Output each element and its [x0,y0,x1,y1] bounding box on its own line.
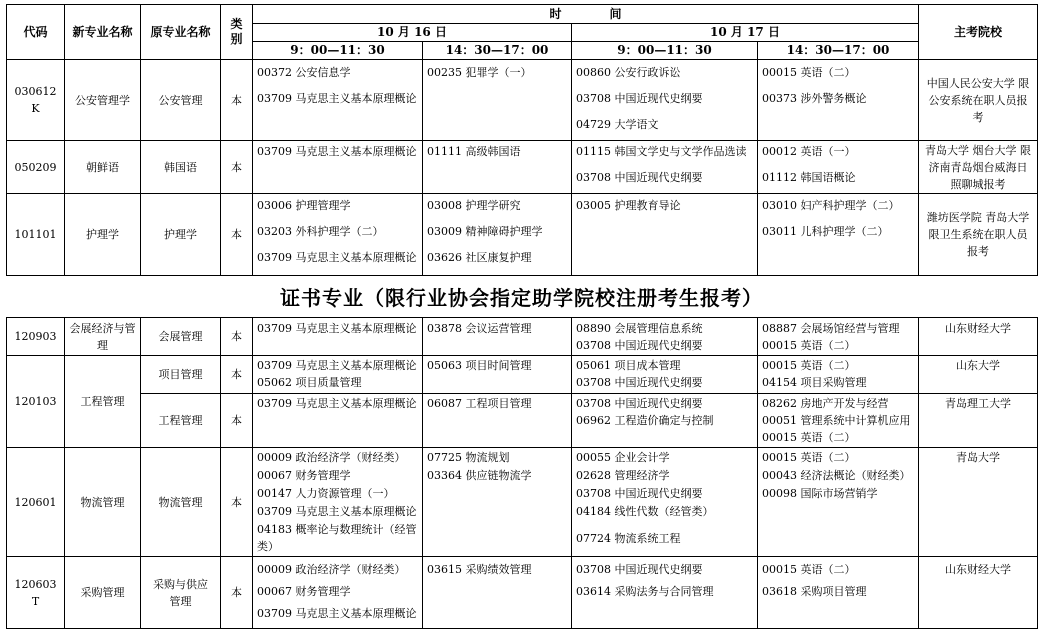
header-old-major: 原专业名称 [141,5,221,60]
course: 03006 护理管理学 [257,199,351,212]
row-new-major: 工程管理 [65,356,141,448]
course: 03709 马克思主义基本原理概论 [257,251,417,264]
row-new-major: 采购管理 [65,557,141,629]
course: 06962 工程造价确定与控制 [576,414,714,427]
row-category: 本 [221,141,253,194]
header-day1-morning: 9：00—11：30 [253,42,423,60]
row-new-major: 公安管理学 [65,60,141,141]
row-day1-am [253,356,423,394]
exam-schedule-table-certificate [6,317,1038,629]
course: 02628 管理经济学 [576,469,670,482]
course: 03709 马克思主义基本原理概论 [257,397,417,410]
course: 03709 马克思主义基本原理概论 [257,145,417,158]
course: 00009 政治经济学（财经类） [257,563,406,576]
course: 00055 企业会计学 [576,451,670,464]
course: 05063 项目时间管理 [427,359,532,372]
course: 00051 管理系统中计算机应用 [762,414,911,427]
row-school: 山东大学 [919,356,1038,394]
course: 00373 涉外警务概论 [762,92,867,105]
row-school: 山东财经大学 [919,557,1038,629]
row-code: 120603T [7,557,65,629]
header-category: 类别 [221,5,253,60]
course: 00860 公安行政诉讼 [576,66,681,79]
course: 03709 马克思主义基本原理概论 [257,92,417,105]
course: 00067 财务管理学 [257,585,351,598]
course: 00067 财务管理学 [257,469,351,482]
row-day1-pm [423,557,572,629]
row-school: 山东财经大学 [919,318,1038,356]
header-day-1: 10 月 16 日 [253,24,572,42]
table-row [7,318,1038,356]
course: 07724 物流系统工程 [576,532,681,545]
course: 00147 人力资源管理（一） [257,487,395,500]
row-school: 潍坊医学院 青岛大学 限卫生系统在职人员报考 [919,194,1038,276]
row-category: 本 [221,60,253,141]
course: 03708 中国近现代史纲要 [576,171,703,184]
row-new-major: 朝鲜语 [65,141,141,194]
row-day1-am [253,557,423,629]
table-row [7,557,1038,629]
course: 05061 项目成本管理 [576,359,681,372]
course: 07725 物流规划 [427,451,510,464]
row-school: 青岛理工大学 [919,394,1038,448]
row-day2-pm [758,356,919,394]
row-school: 青岛大学 烟台大学 限济南青岛烟台威海日照聊城报考 [919,141,1038,194]
course: 03708 中国近现代史纲要 [576,339,703,352]
course: 03708 中国近现代史纲要 [576,397,703,410]
course: 03203 外科护理学（二） [257,225,384,238]
row-day1-am [253,60,423,141]
course: 03011 儿科护理学（二） [762,225,889,238]
row-old-major: 项目管理 [141,356,221,394]
row-day1-pm [423,194,572,276]
row-code: 050209 [7,141,65,194]
course: 03709 马克思主义基本原理概论 [257,505,417,518]
course: 08887 会展场馆经营与管理 [762,322,900,335]
course: 03708 中国近现代史纲要 [576,376,703,389]
course: 03708 中国近现代史纲要 [576,563,703,576]
course: 08262 房地产开发与经营 [762,397,889,410]
row-category: 本 [221,318,253,356]
course: 03364 供应链物流学 [427,469,532,482]
course: 00015 英语（二） [762,431,856,444]
row-day2-pm [758,557,919,629]
course: 00012 英语（一） [762,145,856,158]
row-day2-am [572,318,758,356]
header-day-2: 10 月 17 日 [572,24,919,42]
row-category: 本 [221,394,253,448]
row-old-major: 物流管理 [141,448,221,557]
course: 03708 中国近现代史纲要 [576,92,703,105]
course: 03626 社区康复护理 [427,251,532,264]
row-code: 101101 [7,194,65,276]
course: 03614 采购法务与合同管理 [576,585,714,598]
row-day1-pm [423,141,572,194]
row-category: 本 [221,356,253,394]
course: 01112 韩国语概论 [762,171,856,184]
row-day2-am [572,141,758,194]
row-new-major: 护理学 [65,194,141,276]
row-day1-pm [423,318,572,356]
course: 01115 韩国文学史与文学作品选读 [576,145,747,158]
course: 00009 政治经济学（财经类） [257,451,406,464]
row-new-major: 物流管理 [65,448,141,557]
header-code: 代码 [7,5,65,60]
course: 03878 会议运营管理 [427,322,532,335]
row-school: 中国人民公安大学 限公安系统在职人员报考 [919,60,1038,141]
row-day2-pm [758,448,919,557]
row-day2-pm [758,394,919,448]
course: 00015 英语（二） [762,66,856,79]
header-day2-afternoon: 14：30—17：00 [758,42,919,60]
course: 00043 经济法概论（财经类） [762,469,911,482]
row-day1-am [253,448,423,557]
row-day2-pm [758,318,919,356]
course: 03008 护理学研究 [427,199,521,212]
table-row [7,60,1038,141]
row-day1-am [253,394,423,448]
row-day1-am [253,318,423,356]
header-school: 主考院校 [919,5,1038,60]
course: 03709 马克思主义基本原理概论 [257,359,417,372]
table-row [7,394,1038,448]
course: 06087 工程项目管理 [427,397,532,410]
row-day1-pm [423,448,572,557]
course: 00235 犯罪学（一） [427,66,532,79]
course: 03618 采购项目管理 [762,585,867,598]
course: 00015 英语（二） [762,359,856,372]
row-day2-am [572,356,758,394]
course: 04183 概率论与数理统计（经管类） [257,523,417,553]
row-old-major: 韩国语 [141,141,221,194]
course: 03709 马克思主义基本原理概论 [257,322,417,335]
row-old-major: 公安管理 [141,60,221,141]
table-row [7,141,1038,194]
row-day1-pm [423,356,572,394]
row-code: 120103 [7,356,65,448]
course: 03010 妇产科护理学（二） [762,199,900,212]
course: 00015 英语（二） [762,451,856,464]
course: 04154 项目采购管理 [762,376,867,389]
row-day2-am [572,60,758,141]
course: 01111 高级韩国语 [427,145,521,158]
header-day1-afternoon: 14：30—17：00 [423,42,572,60]
course: 00372 公安信息学 [257,66,351,79]
row-school: 青岛大学 [919,448,1038,557]
header-day2-morning: 9：00—11：30 [572,42,758,60]
course: 03005 护理教育导论 [576,199,681,212]
row-day2-am [572,448,758,557]
row-category: 本 [221,557,253,629]
table-row [7,194,1038,276]
course: 05062 项目质量管理 [257,376,362,389]
row-category: 本 [221,448,253,557]
row-old-major: 护理学 [141,194,221,276]
course: 08890 会展管理信息系统 [576,322,703,335]
course: 04184 线性代数（经管类） [576,505,714,518]
row-day1-pm [423,394,572,448]
course: 03009 精神障碍护理学 [427,225,543,238]
row-day2-am [572,394,758,448]
row-category: 本 [221,194,253,276]
row-old-major: 采购与供应管理 [141,557,221,629]
row-day2-pm [758,194,919,276]
row-old-major: 工程管理 [141,394,221,448]
course: 03709 马克思主义基本原理概论 [257,607,417,620]
row-day1-am [253,194,423,276]
course: 04729 大学语文 [576,118,659,131]
row-code: 030612K [7,60,65,141]
table-row [7,448,1038,557]
course: 00015 英语（二） [762,339,856,352]
row-day2-pm [758,141,919,194]
row-code: 120903 [7,318,65,356]
course: 00015 英语（二） [762,563,856,576]
header-time: 时 间 [253,5,919,24]
section-title: 证书专业（限行业协会指定助学院校注册考生报考） [280,286,763,310]
row-day1-am [253,141,423,194]
table-row [7,356,1038,394]
course: 03708 中国近现代史纲要 [576,487,703,500]
row-day1-pm [423,60,572,141]
row-day2-am [572,557,758,629]
row-new-major: 会展经济与管理 [65,318,141,356]
exam-schedule-table-main [6,4,1038,276]
row-day2-am [572,194,758,276]
course: 00098 国际市场营销学 [762,487,878,500]
header-new-major: 新专业名称 [65,5,141,60]
row-code: 120601 [7,448,65,557]
course: 03615 采购绩效管理 [427,563,532,576]
row-old-major: 会展管理 [141,318,221,356]
row-day2-pm [758,60,919,141]
